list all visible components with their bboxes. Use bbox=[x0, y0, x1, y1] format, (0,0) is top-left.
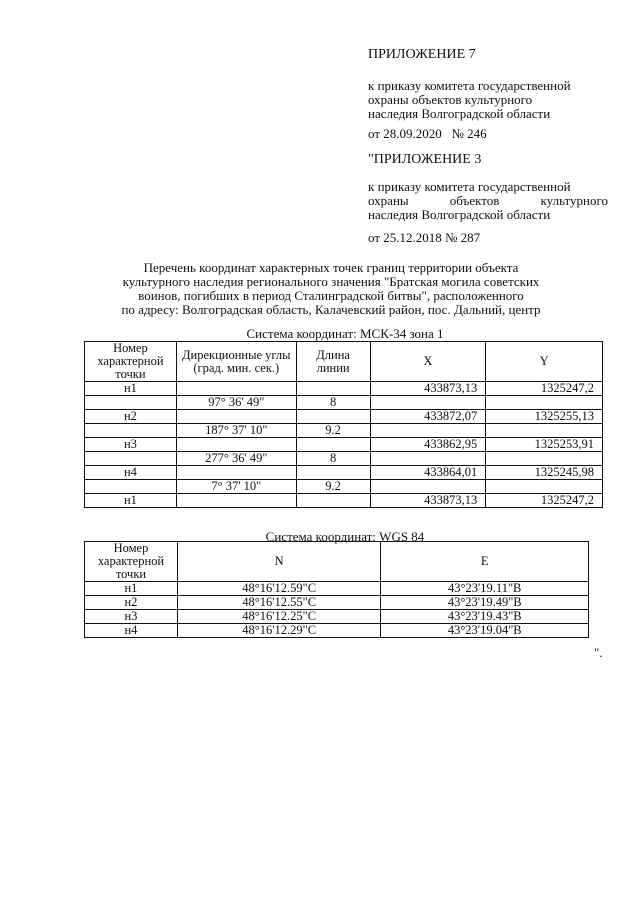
appendix3-title: "ПРИЛОЖЕНИЕ 3 bbox=[368, 152, 482, 167]
x-coordinate-cell: 433864,01 bbox=[370, 466, 486, 480]
intro-line: по адресу: Волгоградская область, Калачевский район, пос. Дальний, центр bbox=[121, 302, 541, 317]
direction-angle-cell bbox=[176, 494, 296, 508]
table-row bbox=[85, 624, 589, 638]
line-length-cell: 8 bbox=[296, 452, 370, 466]
table-row bbox=[85, 480, 603, 494]
table1-caption: Система координат: МСК-34 зона 1 bbox=[246, 326, 444, 341]
header-y: Y bbox=[486, 342, 603, 382]
y-coordinate-cell: 1325255,13 bbox=[486, 410, 603, 424]
direction-angle-cell: 277° 36' 49" bbox=[176, 452, 296, 466]
appendix7-reference-line: охраны объектов культурного bbox=[368, 92, 533, 107]
x-coordinate-cell bbox=[370, 452, 486, 466]
table-header-row bbox=[85, 342, 603, 382]
point-number-cell bbox=[85, 452, 177, 466]
intro-paragraph bbox=[86, 261, 576, 317]
closing-quote-mark: ". bbox=[594, 645, 603, 660]
msk34-coordinates-table bbox=[84, 341, 603, 508]
table2-caption: Система координат: WGS 84 bbox=[265, 529, 425, 544]
table-row bbox=[85, 466, 603, 480]
header-x: X bbox=[370, 342, 486, 382]
direction-angle-cell bbox=[176, 438, 296, 452]
longitude-cell: 43°23'19.43"В bbox=[381, 610, 589, 624]
appendix7-reference-line: к приказу комитета государственной bbox=[368, 78, 571, 93]
latitude-cell: 48°16'12.25"С bbox=[177, 610, 381, 624]
y-coordinate-cell: 1325247,2 bbox=[486, 382, 603, 396]
y-coordinate-cell: 1325253,91 bbox=[486, 438, 603, 452]
longitude-cell: 43°23'19.11"В bbox=[381, 582, 589, 596]
table-row bbox=[85, 382, 603, 396]
appendix7-date: от 28.09.2020 № 246 bbox=[368, 126, 487, 141]
direction-angle-cell: 7° 37' 10" bbox=[176, 480, 296, 494]
direction-angle-cell bbox=[176, 410, 296, 424]
header-line-length: Длина линии bbox=[296, 342, 370, 382]
table-row bbox=[85, 582, 589, 596]
header-n: N bbox=[177, 542, 381, 582]
direction-angle-cell: 97° 36' 49" bbox=[176, 396, 296, 410]
line-length-cell: 8 bbox=[296, 396, 370, 410]
point-number-cell: н2 bbox=[85, 410, 177, 424]
x-coordinate-cell: 433872,07 bbox=[370, 410, 486, 424]
point-number-cell: н1 bbox=[85, 494, 177, 508]
wgs84-coordinates-table bbox=[84, 541, 589, 638]
table-row bbox=[85, 396, 603, 410]
point-number-cell: н4 bbox=[85, 466, 177, 480]
latitude-cell: 48°16'12.55"С bbox=[177, 596, 381, 610]
intro-line: воинов, погибших в период Сталинградской битвы", расположенного bbox=[138, 288, 524, 303]
x-coordinate-cell bbox=[370, 424, 486, 438]
point-number-cell bbox=[85, 480, 177, 494]
appendix3-reference-line: наследия Волгоградской области bbox=[368, 207, 551, 222]
header-e: E bbox=[381, 542, 589, 582]
header-point-number: Номер характерной точки bbox=[85, 342, 177, 382]
line-length-cell bbox=[296, 466, 370, 480]
longitude-cell: 43°23'19.49"В bbox=[381, 596, 589, 610]
table-row bbox=[85, 494, 603, 508]
appendix7-title: ПРИЛОЖЕНИЕ 7 bbox=[368, 47, 476, 62]
x-coordinate-cell bbox=[370, 480, 486, 494]
direction-angle-cell bbox=[176, 382, 296, 396]
line-length-cell bbox=[296, 494, 370, 508]
direction-angle-cell: 187° 37' 10" bbox=[176, 424, 296, 438]
x-coordinate-cell: 433862,95 bbox=[370, 438, 486, 452]
line-length-cell: 9.2 bbox=[296, 480, 370, 494]
point-number-cell: н1 bbox=[85, 382, 177, 396]
intro-line: культурного наследия регионального значения "Братская могила советских bbox=[122, 274, 540, 289]
table-row bbox=[85, 610, 589, 624]
line-length-cell bbox=[296, 382, 370, 396]
table-row bbox=[85, 596, 589, 610]
table-row bbox=[85, 438, 603, 452]
intro-line: Перечень координат характерных точек границ территории объекта bbox=[143, 260, 519, 275]
line-length-cell bbox=[296, 438, 370, 452]
latitude-cell: 48°16'12.29"С bbox=[177, 624, 381, 638]
point-number-cell: н2 bbox=[85, 596, 178, 610]
y-coordinate-cell bbox=[486, 424, 603, 438]
appendix3-date: от 25.12.2018 № 287 bbox=[368, 230, 481, 245]
y-coordinate-cell bbox=[486, 480, 603, 494]
header-point-number: Номер характерной точки bbox=[85, 542, 178, 582]
appendix7-reference bbox=[368, 79, 608, 121]
header-direction-angle: Дирекционные углы (град. мин. сек.) bbox=[176, 342, 296, 382]
table-header-row bbox=[85, 542, 589, 582]
latitude-cell: 48°16'12.59"С bbox=[177, 582, 381, 596]
appendix7-reference-line: наследия Волгоградской области bbox=[368, 106, 551, 121]
line-length-cell bbox=[296, 410, 370, 424]
point-number-cell: н1 bbox=[85, 582, 178, 596]
x-coordinate-cell: 433873,13 bbox=[370, 382, 486, 396]
x-coordinate-cell: 433873,13 bbox=[370, 494, 486, 508]
table-row bbox=[85, 410, 603, 424]
x-coordinate-cell bbox=[370, 396, 486, 410]
y-coordinate-cell: 1325245,98 bbox=[486, 466, 603, 480]
appendix3-reference-line: охраны объектов культурного bbox=[368, 193, 608, 208]
line-length-cell: 9.2 bbox=[296, 424, 370, 438]
point-number-cell: н3 bbox=[85, 610, 178, 624]
point-number-cell bbox=[85, 396, 177, 410]
y-coordinate-cell bbox=[486, 396, 603, 410]
point-number-cell: н3 bbox=[85, 438, 177, 452]
longitude-cell: 43°23'19.04"В bbox=[381, 624, 589, 638]
table-row bbox=[85, 424, 603, 438]
appendix3-reference-line: к приказу комитета государственной bbox=[368, 179, 571, 194]
direction-angle-cell bbox=[176, 466, 296, 480]
appendix3-reference bbox=[368, 180, 608, 222]
y-coordinate-cell bbox=[486, 452, 603, 466]
table-row bbox=[85, 452, 603, 466]
point-number-cell: н4 bbox=[85, 624, 178, 638]
y-coordinate-cell: 1325247,2 bbox=[486, 494, 603, 508]
point-number-cell bbox=[85, 424, 177, 438]
